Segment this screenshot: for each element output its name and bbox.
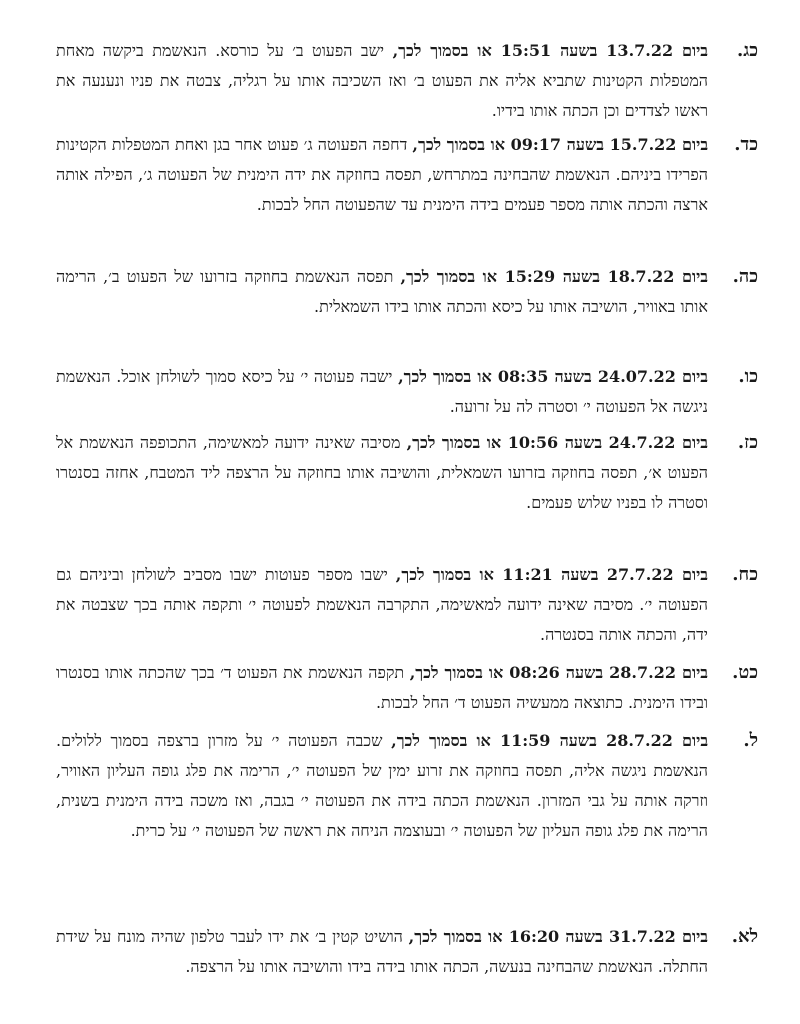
clause-number: כט. (732, 662, 758, 683)
clause-text (56, 130, 708, 220)
clause-text (56, 362, 708, 422)
clause-number: כח. (732, 564, 758, 585)
clause-number: ל. (743, 730, 758, 751)
clause-date: ביום 24.7.22 בשעה 10:56 או בסמוך לכך, (406, 433, 709, 452)
clause-text (56, 262, 708, 322)
clause-number: כו. (738, 366, 758, 387)
clause-text (56, 726, 708, 846)
clause-date: ביום 28.7.22 בשעה 11:59 או בסמוך לכך, (391, 731, 709, 750)
clause-text (56, 658, 708, 718)
clause-body: שכבה הפעוטה י׳ על מזרון ברצפה בסמוך ללולים. הנאשמת ניגשה אליה, תפסה בחוזקה את זרוע ימין של הפעוטה י׳, הרימה את פלג גופה העליון האוויר, וזרקה אותה על גבי המזרון. הנאשמת הכתה בידה את הפעוטה י׳ בגבה, ואז משכה בידה הימנית בשנית, הרימה את פלג גופה העליון של הפעוטה י׳ ובעוצמה הניחה את ראשה של הפעוטה י׳ על כרית. (56, 731, 708, 840)
clause-number: כה. (732, 266, 758, 287)
clause-number: לא. (731, 926, 758, 947)
clause-body: הושיט קטין ב׳ את ידו לעבר טלפון שהיה מונח על שידת החתלה. הנאשמת שהבחינה בנעשה, הכתה אותו בידה בידו והושיבה אותו על הרצפה. (56, 927, 708, 976)
clause-text (56, 922, 708, 982)
clause-date: ביום 18.7.22 בשעה 15:29 או בסמוך לכך, (400, 267, 708, 286)
clause-date: ביום 24.07.22 בשעה 08:35 או בסמוך לכך, (398, 367, 708, 386)
clause-date: ביום 27.7.22 בשעה 11:21 או בסמוך לכך, (395, 565, 708, 584)
clause-number: כג. (736, 40, 758, 61)
clause-date: ביום 15.7.22 בשעה 09:17 או בסמוך לכך, (412, 135, 709, 154)
clause-text (56, 428, 708, 518)
clause-body: ישבו מספר פעוטות ישבו מסביב לשולחן וביניהם גם הפעוטה י׳. מסיבה שאינה ידועה למאשימה, התקרבה הנאשמת לפעוטה י׳ ותקפה אותה בכך שצבטה את ידה, והכתה אותה בסנטרה. (56, 565, 708, 644)
clause-date: ביום 13.7.22 בשעה 15:51 או בסמוך לכך, (392, 41, 709, 60)
clause-body: תפסה הנאשמת בחוזקה בזרועו של הפעוט ב׳, הרימה אותו באוויר, הושיבה אותו על כיסא והכתה אותו בידו השמאלית. (56, 267, 708, 316)
clause-body: ישבה פעוטה י׳ על כיסא סמוך לשולחן אוכל. הנאשמת ניגשה אל הפעוטה י׳ וסטרה לה על זרועה. (56, 367, 708, 416)
clause-date: ביום 31.7.22 בשעה 16:20 או בסמוך לכך, (408, 927, 709, 946)
clause-body: דחפה הפעוטה ג׳ פעוט אחר בגן ואחת המטפלות הקטינות הפרידו ביניהם. הנאשמת שהבחינה במתרחש, תפסה בחוזקה את ידה הימנית של הפעוטה ג׳, הפילה אותה ארצה והכתה אותה מספר פעמים בידה הימנית עד שהפעוטה החל לבכות. (56, 135, 708, 214)
clause-text (56, 560, 708, 650)
clause-number: כד. (734, 134, 758, 155)
clause-body: תקפה הנאשמת את הפעוט ד׳ בכך שהכתה אותו בסנטרו ובידו הימנית. כתוצאה ממעשיה הפעוט ד׳ החל לבכות. (56, 663, 708, 712)
clause-body: מסיבה שאינה ידועה למאשימה, התכופפה הנאשמת אל הפעוט א׳, תפסה בחוזקה בזרועו השמאלית, והושיבה אותו בחוזקה על הרצפה ליד המטבח, אחזה בסנטרו וסטרה לו בפניו שלוש פעמים. (56, 433, 708, 512)
clause-text (56, 36, 708, 126)
clause-date: ביום 28.7.22 בשעה 08:26 או בסמוך לכך, (409, 663, 709, 682)
clause-body: ישב הפעוט ב׳ על כורסא. הנאשמת ביקשה מאחת המטפלות הקטינות שתביא אליה את הפעוט ב׳ ואז השכיבה אותו על רגליה, צבטה את פניו ונענעה את ראשו לצדדים וכן הכתה אותו בידיו. (56, 41, 708, 120)
clause-number: כז. (737, 432, 758, 453)
